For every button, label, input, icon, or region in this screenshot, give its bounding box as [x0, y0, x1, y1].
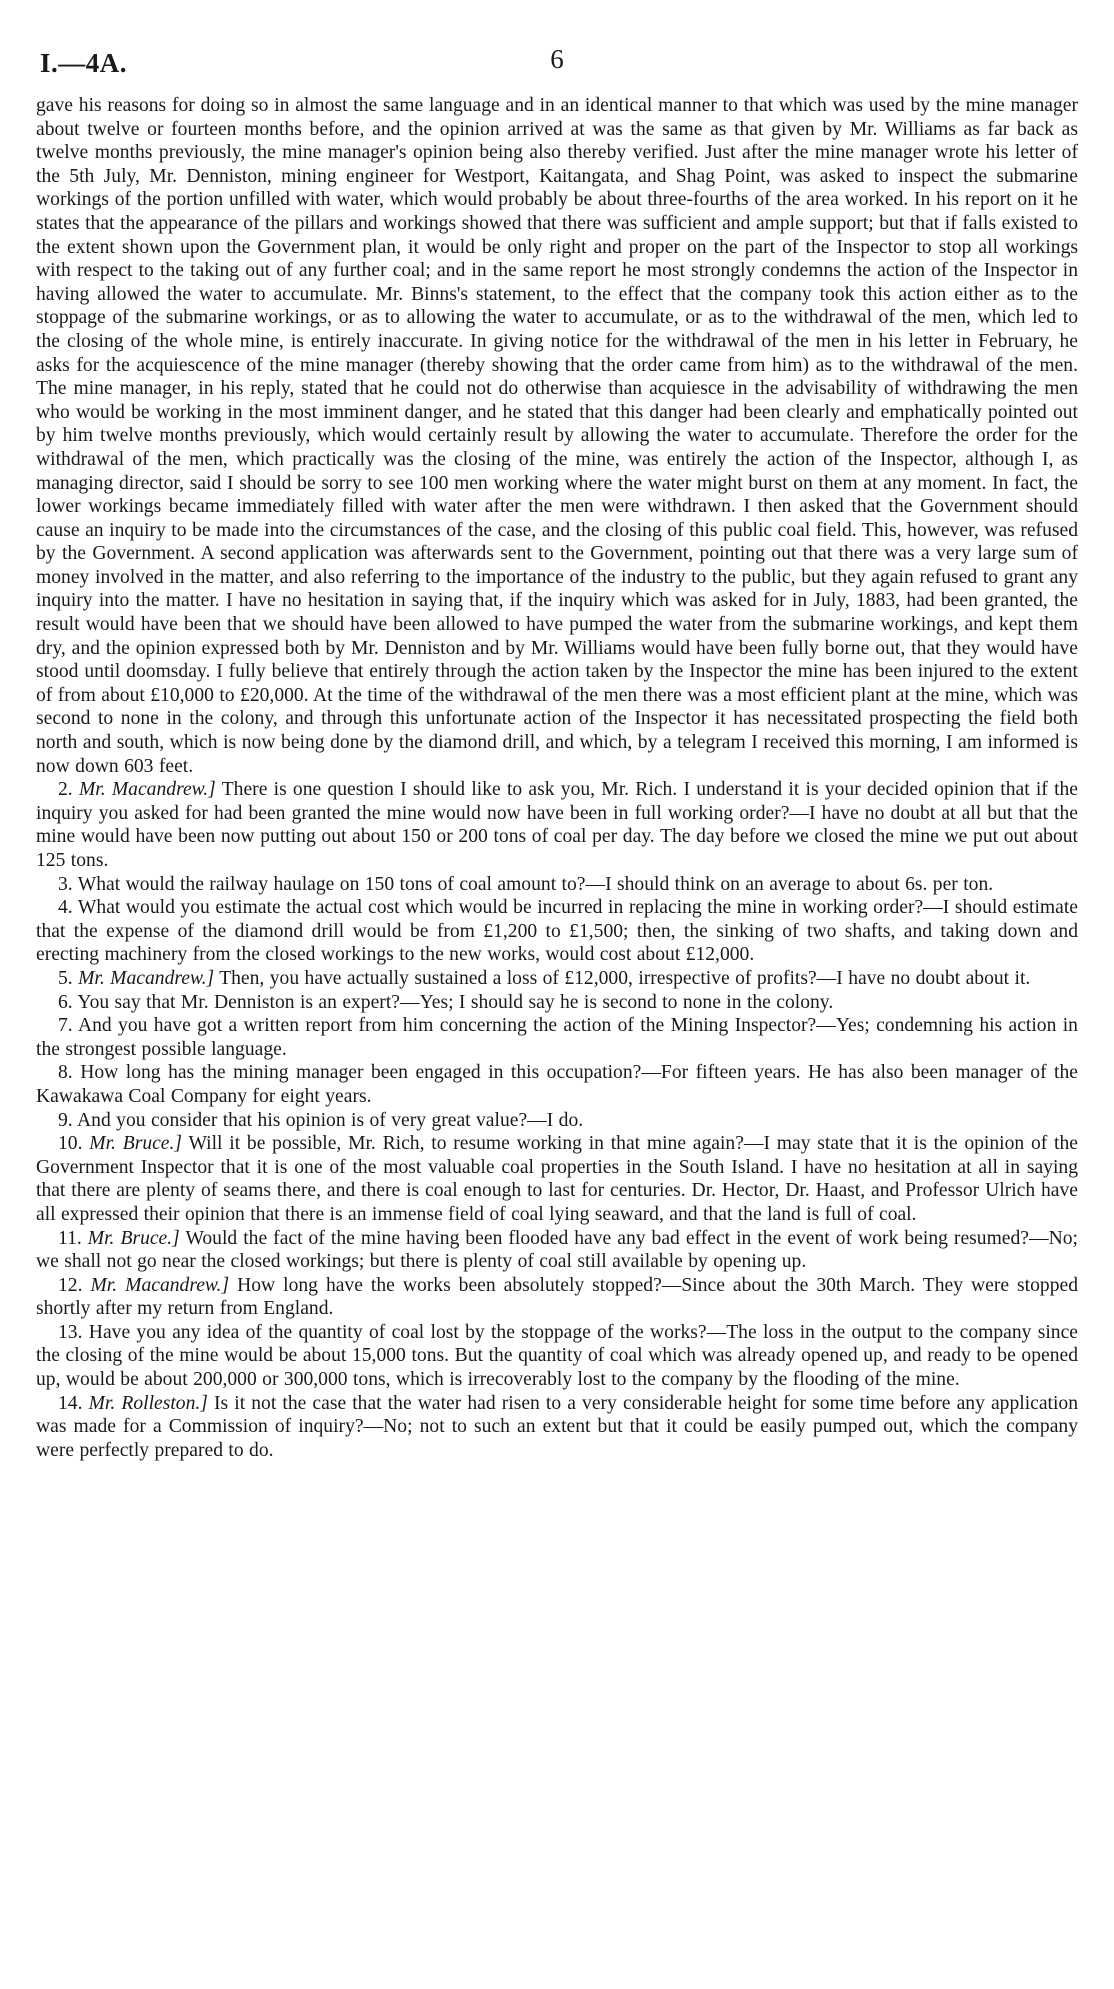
page-header: [36, 42, 1078, 94]
question-number: 7.: [58, 1015, 73, 1037]
speaker-name: Mr. Macandrew.]: [90, 1274, 230, 1296]
speaker-name: Mr. Rolleston.]: [88, 1392, 208, 1414]
question-2: [36, 778, 1078, 872]
question-number: 12.: [58, 1274, 83, 1296]
question-3: [36, 873, 1078, 897]
question-13: [36, 1321, 1078, 1392]
opening-paragraph: gave his reasons for doing so in almost the same language and in an identical manner to that which was used by the mine manager about twelve or fourteen months before, and the opinion arrived at was the same as that given by Mr. Williams as far back as twelve months previously, the mine manager's opinion being also thereby verified. Just after the mine manager wrote his letter of the 5th July, Mr. Denniston, mining engineer for Westport, Kaitangata, and Shag Point, was asked to inspect the submarine workings of the portion unfilled with water, which would probably be about three-fourths of the area worked. In his report on it he states that the appearance of the pillars and workings showed that there was sufficient and ample support; but that if falls existed to the extent shown upon the Government plan, it would be only right and proper on the part of the Inspector to stop all workings with respect to the taking out of any further coal; and in the same report he most strongly condemns the action of the Inspector in having allowed the water to accumulate. Mr. Binns's statement, to the effect that the company took this action either as to the stoppage of the submarine workings, or as to allowing the water to accumulate, or as to the withdrawal of the men, which led to the closing of the whole mine, is entirely inaccurate. In giving notice for the withdrawal of the men in his letter in February, he asks for the acquiescence of the mine manager (thereby showing that the order came from him) as to the withdrawal of the men. The mine manager, in his reply, stated that he could not do otherwise than acquiesce in the advisability of withdrawing the men who would be working in the most imminent danger, and he stated that this danger had been clearly and emphatically pointed out by him twelve months previously, which would certainly result by allowing the water to accumulate. Therefore the order for the withdrawal of the men, which practically was the closing of the mine, was entirely the action of the Inspector, although I, as managing director, said I should be sorry to see 100 men working where the water might burst on them at any moment. In fact, the lower workings became immediately filled with water after the men were withdrawn. I then asked that the Government should cause an inquiry to be made into the circumstances of the case, and the closing of this public coal field. This, however, was refused by the Government. A second application was afterwards sent to the Government, pointing out that there was a very large sum of money involved in the matter, and also referring to the importance of the industry to the public, but they again refused to grant any inquiry into the matter. I have no hesitation in saying that, if the inquiry which was asked for in July, 1883, had been granted, the result would have been that we should have been allowed to have pumped the water from the submarine workings, and kept them dry, and the opinion expressed both by Mr. Denniston and by Mr. Williams would have been fully borne out, that they would have stood until doomsday. I fully believe that entirely through the action taken by the Inspector the mine has been injured to the extent of from about £10,000 to £20,000. At the time of the withdrawal of the men there was a most efficient plant at the mine, which was second to none in the colony, and through this unfortunate action of the Inspector it has necessitated prospecting the field both north and south, which is now being done by the diamond drill, and which, by a telegram I received this morning, I am informed is now down 603 feet.: [36, 95, 1078, 777]
question-number: 2.: [58, 779, 73, 801]
question-text: Will it be possible, Mr. Rich, to resume working in that mine again?—I may state that it is the opinion of the Government Inspector that it is one of the most valuable coal properties in the South Island. I have no hesitation at all in saying that there are plenty of seams there, and there is coal enough to last for centuries. Dr. Hector, Dr. Haast, and Professor Ulrich have all expressed their opinion that there is an immense field of coal lying seaward, and that the land is full of coal.: [36, 1133, 1078, 1225]
question-text: And you consider that his opinion is of very great value?—I do.: [77, 1109, 584, 1131]
question-number: 14.: [58, 1392, 83, 1414]
question-5: [36, 967, 1078, 991]
question-number: 10.: [58, 1133, 83, 1155]
question-11: [36, 1227, 1078, 1274]
question-number: 6.: [58, 991, 73, 1013]
document-reference: I.—4A.: [40, 48, 128, 78]
question-text: There is one question I should like to ask you, Mr. Rich. I understand it is your decided opinion that if the inquiry you asked for had been granted the mine would now have been in full working order?—I have no doubt at all but that the mine would have been now putting out about 150 or 200 tons of coal per day. The day before we closed the mine we put out about 125 tons.: [36, 779, 1079, 871]
question-4: [36, 896, 1078, 967]
speaker-name: Mr. Macandrew.]: [78, 967, 215, 989]
speaker-name: Mr. Bruce.]: [87, 1227, 180, 1249]
question-7: [36, 1014, 1078, 1061]
question-text: Have you any idea of the quantity of coal lost by the stoppage of the works?—The loss in the output to the company since the closing of the mine would be about 15,000 tons. But the quantity of coal which was already opened up, and ready to be opened up, would be about 200,000 or 300,000 tons, which is irrecoverably lost to the company by the flooding of the mine.: [36, 1321, 1078, 1391]
question-number: 5.: [58, 967, 73, 989]
question-text: How long have the works been absolutely stopped?—Since about the 30th March. They were stopped shortly after my return from England.: [36, 1274, 1079, 1320]
question-text: How long has the mining manager been engaged in this occupation?—For fifteen years. He has also been manager of the Kawakawa Coal Company for eight years.: [36, 1062, 1078, 1107]
question-text: And you have got a written report from him concerning the action of the Mining Inspector?—Yes; condemning his action in the strongest possible language.: [36, 1015, 1078, 1060]
speaker-name: Mr. Macandrew.]: [78, 779, 216, 801]
question-12: [36, 1274, 1078, 1321]
question-number: 9.: [58, 1109, 73, 1131]
question-number: 4.: [58, 897, 73, 919]
question-text: What would the railway haulage on 150 tons of coal amount to?—I should think on an average to about 6s. per ton.: [77, 873, 994, 895]
question-number: 13.: [58, 1321, 83, 1343]
question-number: 3.: [58, 873, 73, 895]
question-6: [36, 991, 1078, 1015]
evidence-body: [36, 94, 1078, 1462]
question-number: 11.: [58, 1227, 82, 1249]
speaker-name: Mr. Bruce.]: [89, 1133, 183, 1155]
page-number: 6: [550, 44, 564, 74]
question-10: [36, 1132, 1078, 1226]
question-text: You say that Mr. Denniston is an expert?—Yes; I should say he is second to none in the colony.: [77, 991, 834, 1013]
question-text: Would the fact of the mine having been flooded have any bad effect in the event of work being resumed?—No; we shall not go near the closed workings; but there is plenty of coal still available by opening up.: [36, 1227, 1078, 1273]
question-text: Is it not the case that the water had risen to a very considerable height for some time before any application was made for a Commission of inquiry?—No; not to such an extent but that it could be easily pumped out, which the company were perfectly prepared to do.: [36, 1392, 1079, 1461]
question-text: Then, you have actually sustained a loss of £12,000, irrespective of profits?—I have no doubt about it.: [219, 967, 1031, 989]
question-14: [36, 1392, 1078, 1463]
question-text: What would you estimate the actual cost which would be incurred in replacing the mine in working order?—I should estimate that the expense of the diamond drill would be from £1,200 to £1,500; then, the sinking of two shafts, and taking down and erecting machinery from the closed workings to the new works, would cost about £12,000.: [36, 897, 1078, 966]
question-9: [36, 1109, 1078, 1133]
question-number: 8.: [58, 1062, 73, 1084]
question-8: [36, 1061, 1078, 1108]
